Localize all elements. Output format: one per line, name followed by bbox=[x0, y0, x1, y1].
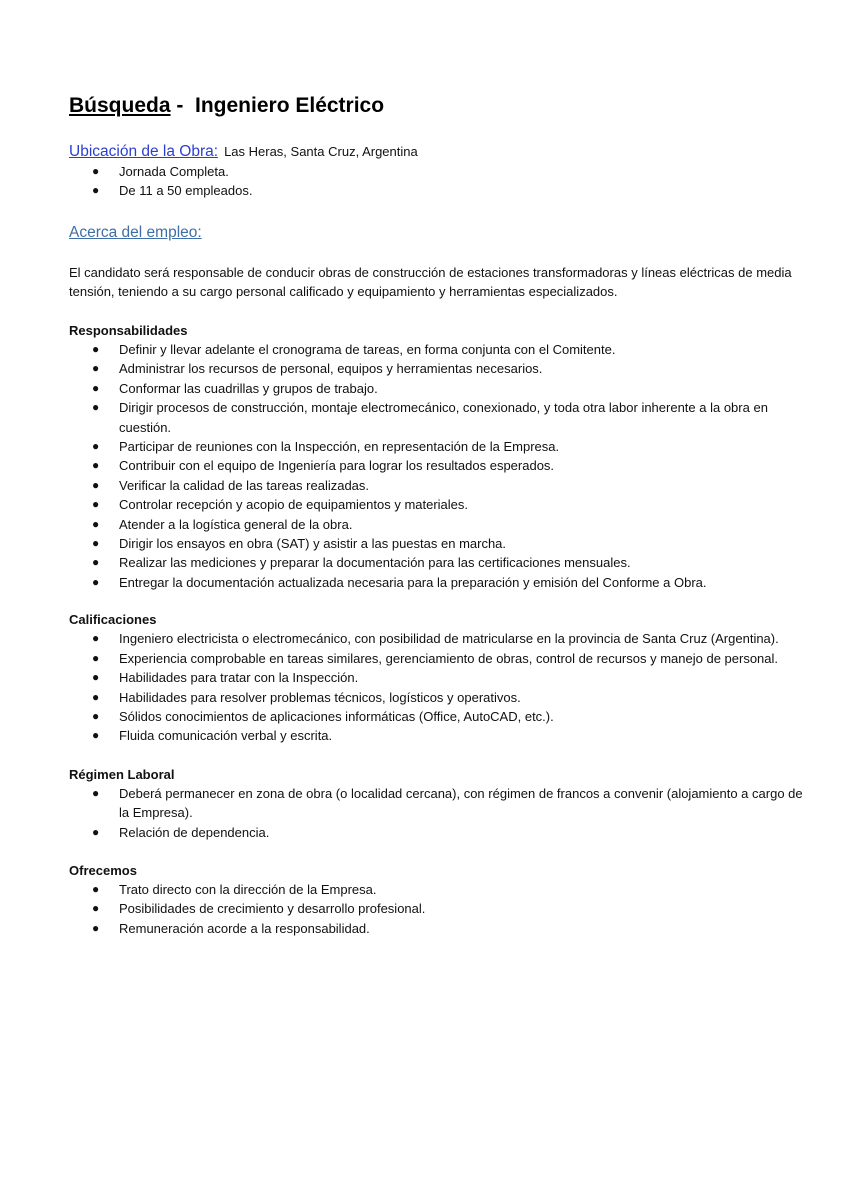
list-item-text: Dirigir procesos de construcción, montaje electromecánico, conexionado, y toda otra labor inherente a la obra en cuestión. bbox=[119, 400, 768, 435]
list-item bbox=[69, 181, 814, 200]
bullet-icon: ● bbox=[92, 920, 100, 935]
bullet-icon: ● bbox=[92, 458, 100, 473]
location-value: Las Heras, Santa Cruz, Argentina bbox=[224, 144, 418, 159]
calificaciones-list bbox=[69, 629, 814, 745]
list-item bbox=[69, 688, 814, 707]
ofrecemos-list bbox=[69, 880, 814, 938]
list-item bbox=[69, 162, 814, 181]
title-position: Ingeniero Eléctrico bbox=[195, 94, 385, 117]
list-item bbox=[69, 919, 814, 938]
bullet-icon: ● bbox=[92, 400, 100, 415]
bullet-icon: ● bbox=[92, 516, 100, 531]
list-item-text: Verificar la calidad de las tareas realizadas. bbox=[119, 477, 370, 493]
list-item bbox=[69, 515, 814, 534]
list-item bbox=[69, 379, 814, 398]
list-item bbox=[69, 495, 814, 514]
bullet-icon: ● bbox=[92, 631, 100, 646]
list-item-text: Administrar los recursos de personal, equipos y herramientas necesarios. bbox=[119, 361, 543, 377]
list-item bbox=[69, 668, 814, 687]
list-item-text: Dirigir los ensayos en obra (SAT) y asistir a las puestas en marcha. bbox=[119, 536, 507, 552]
list-item-text: Experiencia comprobable en tareas similares, gerenciamiento de obras, control de recursos y manejo de personal. bbox=[119, 650, 779, 666]
bullet-icon: ● bbox=[92, 901, 100, 916]
bullet-icon: ● bbox=[92, 785, 100, 800]
list-item bbox=[69, 437, 814, 456]
list-item bbox=[69, 784, 814, 823]
responsabilidades-list bbox=[69, 340, 814, 592]
regimen-laboral-list bbox=[69, 784, 814, 842]
bullet-icon: ● bbox=[92, 824, 100, 839]
bullet-icon: ● bbox=[92, 439, 100, 454]
location-line bbox=[69, 142, 814, 162]
list-item bbox=[69, 880, 814, 899]
list-item-text: Participar de reuniones con la Inspección, en representación de la Empresa. bbox=[119, 439, 560, 455]
bullet-icon: ● bbox=[92, 361, 100, 376]
list-item-text: Conformar las cuadrillas y grupos de trabajo. bbox=[119, 380, 378, 396]
list-item bbox=[69, 726, 814, 745]
bullet-icon: ● bbox=[92, 164, 100, 178]
bullet-icon: ● bbox=[92, 670, 100, 685]
list-item-text: Posibilidades de crecimiento y desarrollo profesional. bbox=[119, 901, 426, 917]
document-content bbox=[69, 92, 814, 938]
summary-list bbox=[69, 162, 814, 201]
list-item-text: Remuneración acorde a la responsabilidad. bbox=[119, 920, 370, 936]
list-item bbox=[69, 398, 814, 437]
list-item-text: Deberá permanecer en zona de obra (o localidad cercana), con régimen de francos a convenir (alojamiento a cargo de la Empresa). bbox=[119, 785, 803, 821]
list-item-text: Sólidos conocimientos de aplicaciones informáticas (Office, AutoCAD, etc.). bbox=[119, 708, 554, 724]
list-item-text: Ingeniero electricista o electromecánico, con posibilidad de matricularse en la provincia de Santa Cruz (Argentina). bbox=[119, 631, 779, 647]
list-item bbox=[69, 649, 814, 668]
list-item-text: Definir y llevar adelante el cronograma de tareas, en forma conjunta con el Comitente. bbox=[119, 342, 616, 357]
list-item-text: Trato directo con la dirección de la Empresa. bbox=[119, 881, 377, 897]
bullet-icon: ● bbox=[92, 380, 100, 395]
page-title bbox=[69, 92, 814, 120]
bullet-icon: ● bbox=[92, 536, 100, 551]
list-item bbox=[69, 456, 814, 475]
bullet-icon: ● bbox=[92, 689, 100, 704]
bullet-icon: ● bbox=[92, 708, 100, 723]
about-text: El candidato será responsable de conducir obras de construcción de estaciones transformadoras y líneas eléctricas de media tensión, teniendo a su cargo personal calificado y equipamiento y herramientas especializados. bbox=[69, 264, 792, 300]
list-item-text: Controlar recepción y acopio de equipamientos y materiales. bbox=[119, 497, 469, 513]
list-item bbox=[69, 899, 814, 918]
list-item bbox=[69, 823, 814, 842]
bullet-icon: ● bbox=[92, 881, 100, 896]
location-label: Ubicación de la Obra: bbox=[69, 143, 219, 160]
bullet-icon: ● bbox=[92, 574, 100, 589]
section-heading-calificaciones: Calificaciones bbox=[69, 612, 157, 628]
list-item bbox=[69, 629, 814, 648]
list-item-text: Jornada Completa. bbox=[119, 164, 229, 179]
list-item-text: Atender a la logística general de la obra. bbox=[119, 516, 353, 532]
list-item-text: De 11 a 50 empleados. bbox=[119, 183, 253, 199]
about-heading: Acerca del empleo: bbox=[69, 223, 202, 241]
bullet-icon: ● bbox=[92, 650, 100, 665]
list-item bbox=[69, 359, 814, 378]
list-item-text: Contribuir con el equipo de Ingeniería para lograr los resultados esperados. bbox=[119, 458, 555, 474]
list-item bbox=[69, 573, 814, 592]
bullet-icon: ● bbox=[92, 728, 100, 743]
list-item bbox=[69, 553, 814, 572]
list-item bbox=[69, 340, 814, 359]
list-item bbox=[69, 534, 814, 553]
title-busqueda: Búsqueda bbox=[69, 94, 171, 117]
list-item bbox=[69, 476, 814, 495]
bullet-icon: ● bbox=[92, 342, 100, 356]
list-item-text: Habilidades para resolver problemas técnicos, logísticos y operativos. bbox=[119, 689, 521, 705]
bullet-icon: ● bbox=[92, 497, 100, 512]
list-item-text: Fluida comunicación verbal y escrita. bbox=[119, 728, 333, 744]
list-item-text: Relación de dependencia. bbox=[119, 824, 270, 840]
list-item-text: Habilidades para tratar con la Inspección. bbox=[119, 670, 359, 686]
section-heading-regimen-laboral: Régimen Laboral bbox=[69, 766, 175, 782]
bullet-icon: ● bbox=[92, 477, 100, 492]
list-item-text: Entregar la documentación actualizada necesaria para la preparación y emisión del Conforme a Obra. bbox=[119, 574, 707, 590]
title-separator: - bbox=[170, 94, 196, 117]
section-heading-responsabilidades: Responsabilidades bbox=[69, 323, 188, 338]
section-heading-ofrecemos: Ofrecemos bbox=[69, 862, 137, 878]
list-item bbox=[69, 707, 814, 726]
bullet-icon: ● bbox=[92, 183, 100, 198]
bullet-icon: ● bbox=[92, 555, 100, 570]
list-item-text: Realizar las mediciones y preparar la documentación para las certificaciones mensuales. bbox=[119, 555, 631, 571]
